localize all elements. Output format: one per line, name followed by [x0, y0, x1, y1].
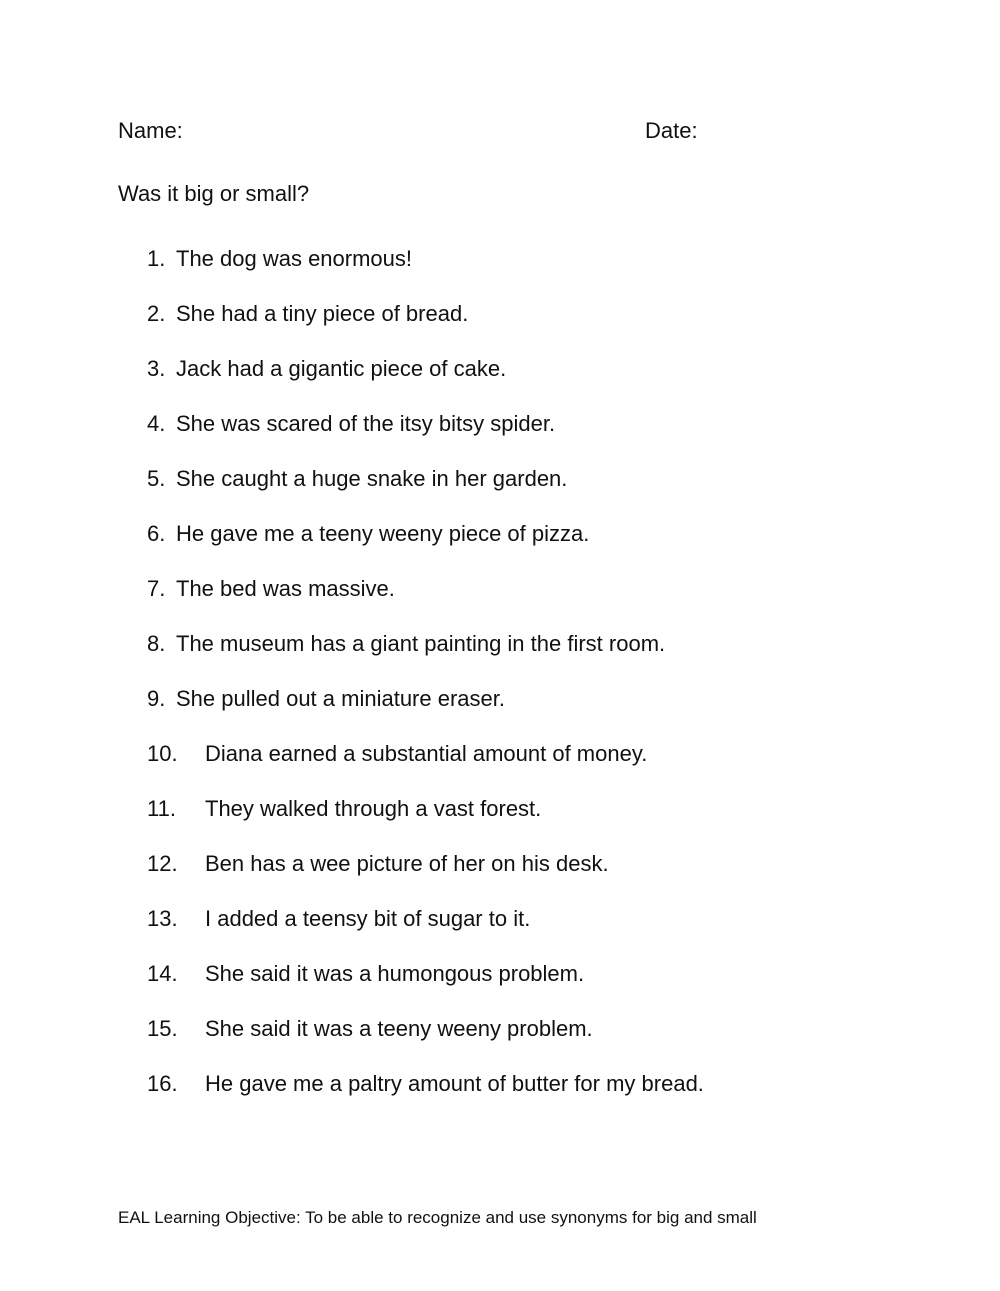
question-item — [147, 301, 468, 327]
question-text: She had a tiny piece of bread. — [176, 301, 469, 326]
question-text: Diana earned a substantial amount of money. — [205, 741, 648, 766]
question-item — [147, 521, 589, 547]
question-text: Ben has a wee picture of her on his desk. — [205, 851, 609, 876]
question-text: The museum has a giant painting in the first room. — [176, 631, 666, 656]
question-text: She pulled out a miniature eraser. — [176, 686, 505, 711]
question-number: 4. — [147, 411, 166, 436]
header-row — [118, 118, 818, 146]
question-number: 5. — [147, 466, 166, 491]
question-number: 13. — [147, 906, 178, 931]
question-number: 2. — [147, 301, 166, 326]
question-text: Jack had a gigantic piece of cake. — [176, 356, 507, 381]
question-number: 8. — [147, 631, 166, 656]
question-item — [147, 576, 395, 602]
question-item — [147, 356, 506, 382]
date-label: Date: — [645, 118, 698, 143]
question-text: The bed was massive. — [176, 576, 395, 601]
question-text: He gave me a teeny weeny piece of pizza. — [176, 521, 590, 546]
question-number: 12. — [147, 851, 178, 876]
question-text: She was scared of the itsy bitsy spider. — [176, 411, 556, 436]
question-number: 6. — [147, 521, 166, 546]
question-item — [147, 631, 665, 657]
question-number: 15. — [147, 1016, 178, 1041]
question-number: 16. — [147, 1071, 178, 1096]
question-number: 10. — [147, 741, 178, 766]
question-item — [147, 851, 609, 877]
question-number: 14. — [147, 961, 178, 986]
question-item — [147, 1071, 704, 1097]
question-item — [147, 466, 567, 492]
question-item — [147, 961, 584, 987]
question-number: 11. — [147, 796, 176, 821]
question-text: She caught a huge snake in her garden. — [176, 466, 568, 491]
question-item — [147, 1016, 593, 1042]
worksheet-prompt: Was it big or small? — [118, 181, 310, 206]
question-text: They walked through a vast forest. — [205, 796, 542, 821]
question-number: 1. — [147, 246, 166, 271]
question-item — [147, 741, 647, 767]
question-item — [147, 246, 412, 272]
learning-objective-footer: EAL Learning Objective: To be able to recognize and use synonyms for big and small — [118, 1208, 757, 1227]
question-item — [147, 796, 541, 822]
question-number: 9. — [147, 686, 166, 711]
question-text: He gave me a paltry amount of butter for my bread. — [205, 1071, 704, 1096]
name-label: Name: — [118, 118, 183, 143]
question-text: She said it was a teeny weeny problem. — [205, 1016, 593, 1041]
question-item — [147, 411, 555, 437]
question-number: 7. — [147, 576, 166, 601]
question-text: I added a teensy bit of sugar to it. — [205, 906, 531, 931]
question-text: She said it was a humongous problem. — [205, 961, 585, 986]
question-item — [147, 906, 530, 932]
question-number: 3. — [147, 356, 166, 381]
question-text: The dog was enormous! — [176, 246, 413, 271]
question-item — [147, 686, 505, 712]
